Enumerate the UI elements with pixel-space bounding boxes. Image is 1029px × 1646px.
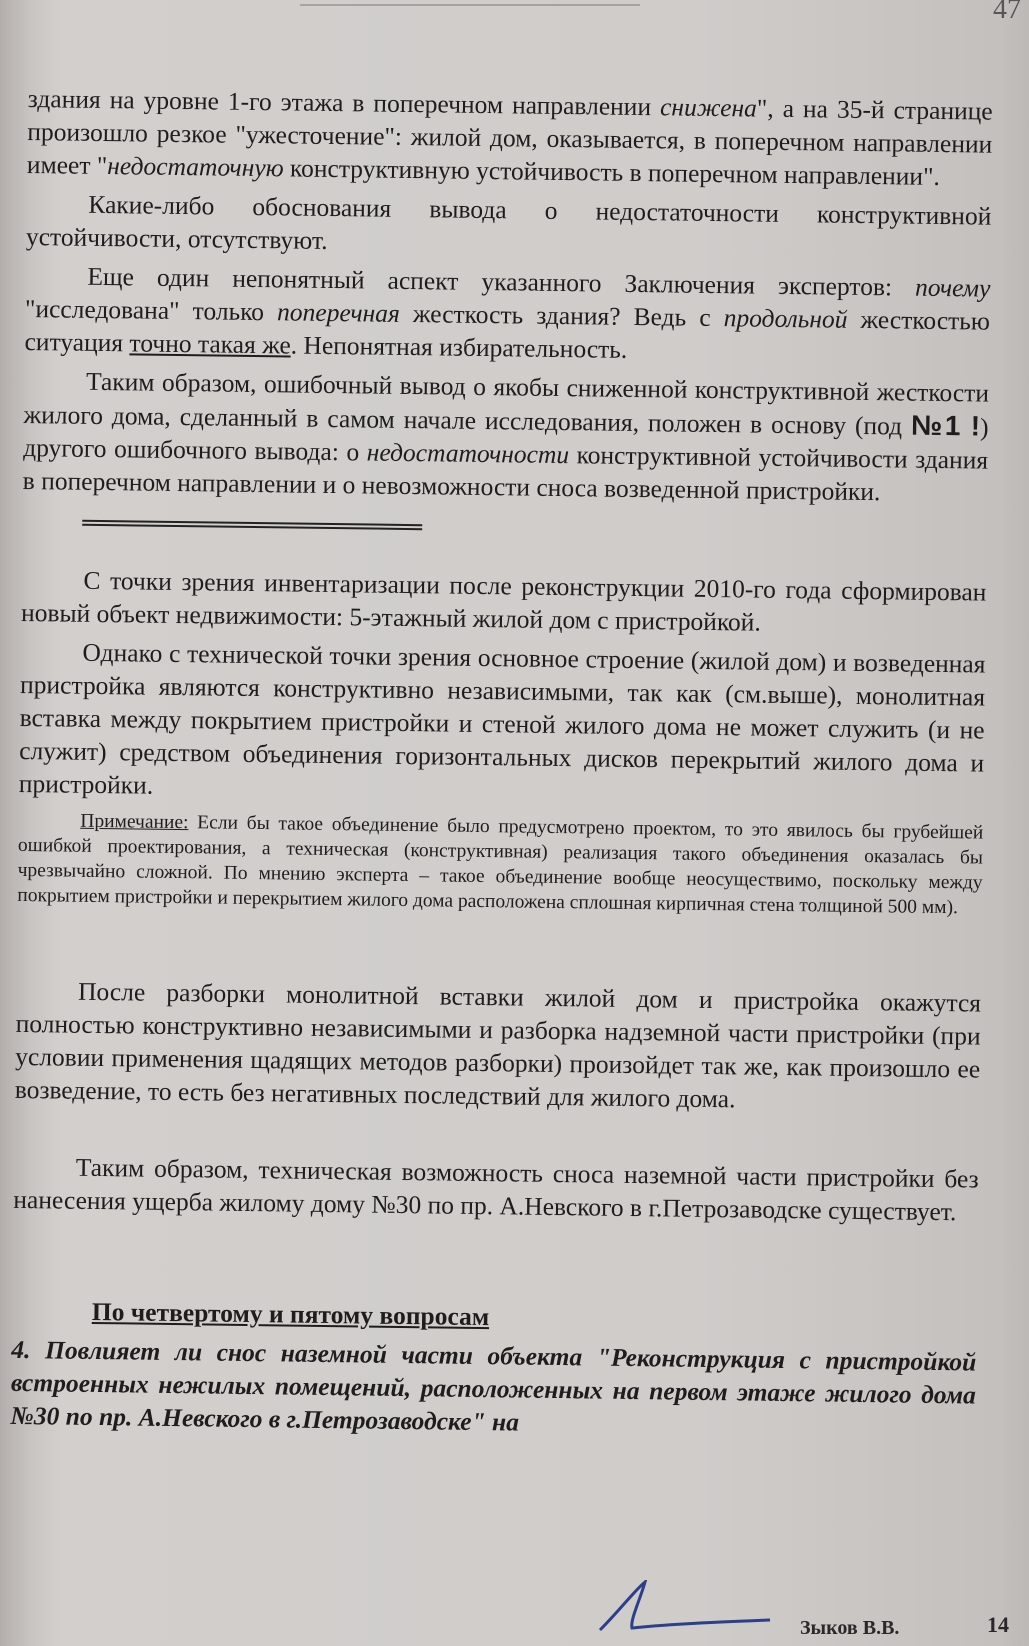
note: Примечание: Если бы такое объединение было предусмотрено проектом, то это явилось бы грубейшей ошибкой проектирования, а техническая (конструктивная) реализация такого объединения оказалась бы чрезвычайно сложной. По мнению эксперта – такое объединение вообще неосуществимо, поскольку между покрытием пристройки и перекрытием жилого дома расположена сплошная кирпичная стена толщиной 500 мм). xyxy=(17,810,984,919)
paragraph-4: Таким образом, ошибочный вывод о якобы сниженной конструктивной жесткости жилого дома, сделанный в самом начале исследования, положен в основу (под №1 !) другого ошибочного вывода: о недостаточности конструктивной устойчивости здания в поперечном направлении и о невозможности сноса возведенной пристройки. xyxy=(22,366,990,507)
footer-name: Зыков В.В. xyxy=(800,1617,900,1639)
paragraph-6: Однако с технической точки зрения основное строение (жилой дом) и возведенная пристройка являются конструктивно независимыми, так как (см.выше), монолитная вставка между покрытием пристройки и стеной жилого дома не может служить (и не служит) средством объединения горизонтальных дисков перекрытий жилого дома и пристройки. xyxy=(18,637,986,800)
paragraph-3: Еще один непонятный аспект указанного Заключения экспертов: почему "исследована" только поперечная жесткость здания? Ведь с продольной жесткостью ситуация точно такая же. Непонятная избирательность. xyxy=(24,261,991,364)
paragraph-8: Таким образом, техническая возможность сноса наземной части пристройки без нанесения ущерба жилому дому №30 по пр. А.Невского в г.Петрозаводске существует. xyxy=(13,1152,979,1227)
top-rule xyxy=(300,0,640,6)
paragraph-7: После разборки монолитной вставки жилой дом и пристройка окажутся полностью конструктивно независимыми и разборка надземной части пристройки (при условии применения щадящих методов разборки) произойдет так же, как произошло ее возведение, то есть без негативных последствий для жилого дома. xyxy=(14,976,982,1114)
paragraph-2: Какие-либо обоснования вывода о недостаточности конструктивной устойчивости, отсутствуют. xyxy=(25,189,992,255)
document-body xyxy=(10,82,993,1451)
question-4: 4. Повлияет ли снос наземной части объекта "Реконструкция с пристройкой встроенных нежилых помещений, расположенных на первом этаже жилого дома №30 по пр. А.Невского в г.Петрозаводске" на xyxy=(10,1334,977,1437)
note-label: Примечание: xyxy=(80,810,189,834)
page-number: 14 xyxy=(987,1612,1009,1637)
section-heading: По четвертому и пятому вопросам xyxy=(91,1296,490,1332)
page-corner-mark: 47 xyxy=(993,0,1021,25)
paragraph-1: здания на уровне 1-го этажа в поперечном направлении снижена", а на 35-й странице произошло резкое "ужесточение": жилой дом, оказывается, в поперечном направлении имеет "недостаточную конструктивную устойчивость в поперечном направлении". xyxy=(26,83,993,191)
signature-mark xyxy=(560,1580,780,1640)
paragraph-5: С точки зрения инвентаризации после реконструкции 2010-го года сформирован новый объект недвижимости: 5-этажный жилой дом с пристройкой. xyxy=(20,565,987,637)
